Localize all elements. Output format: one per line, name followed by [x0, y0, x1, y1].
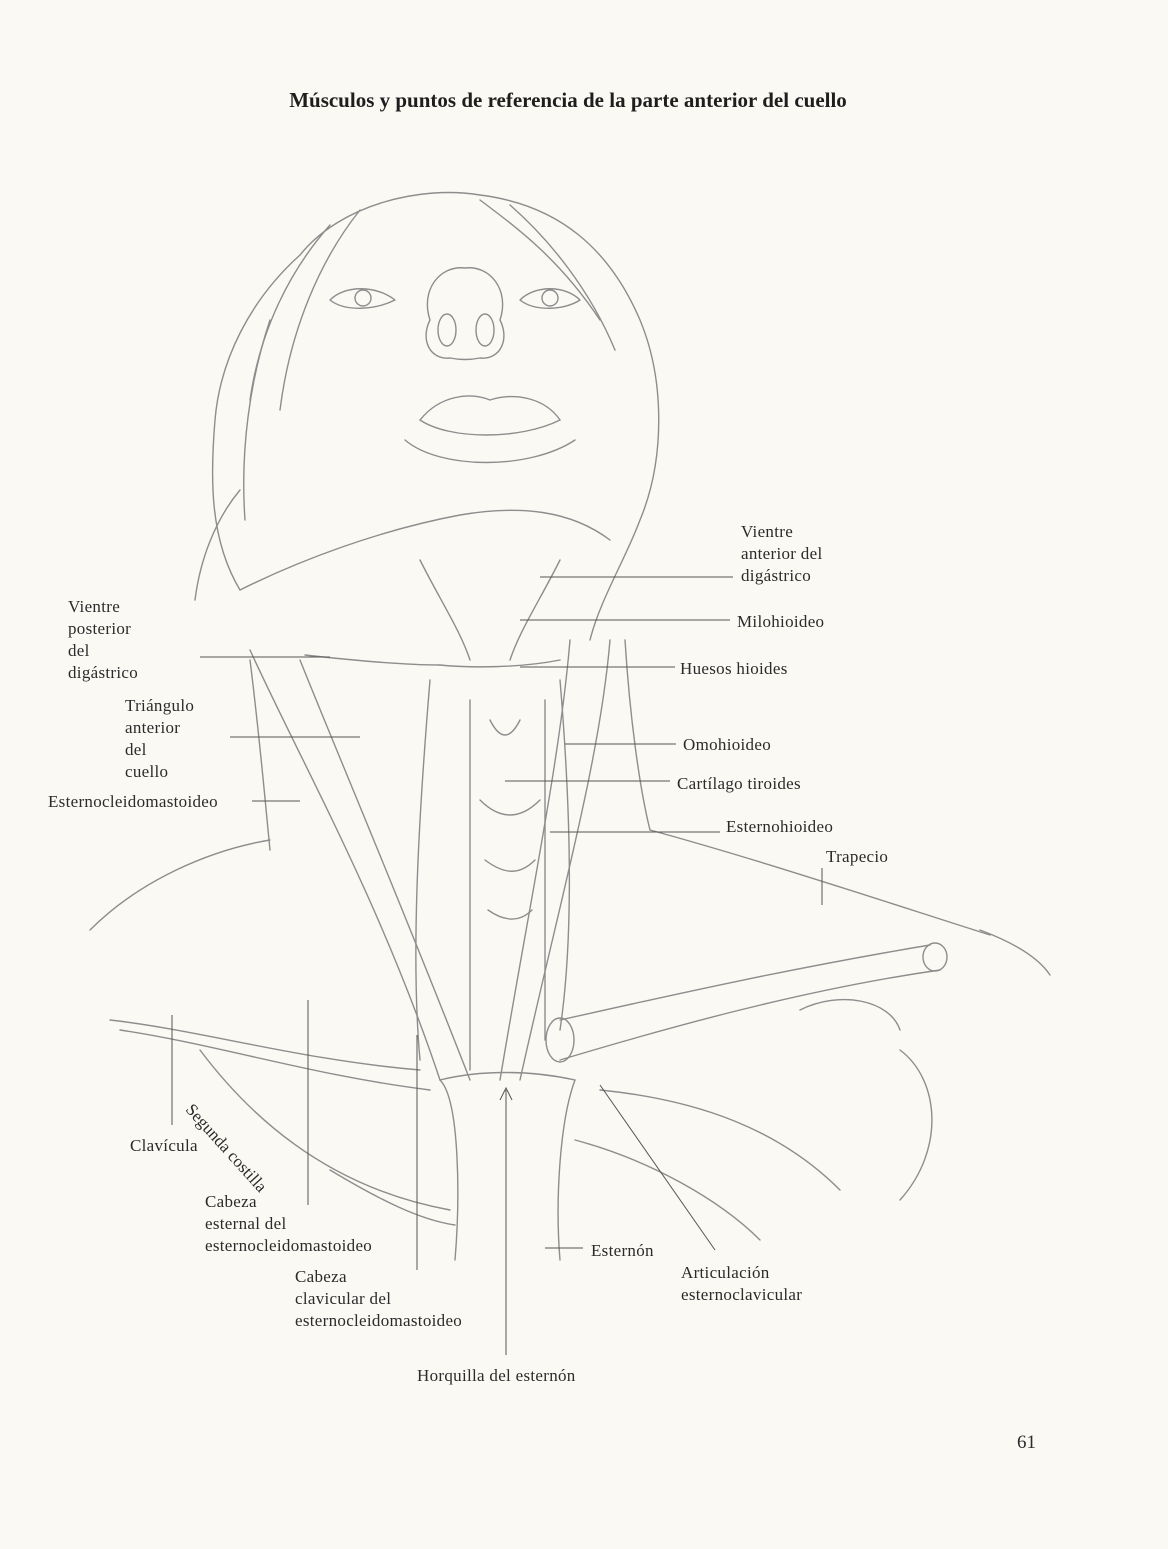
clavicle-left	[110, 1020, 420, 1070]
label-horquilla: Horquilla del esternón	[417, 1366, 576, 1385]
label-vientre-anterior: Vientre anterior del digástrico	[741, 522, 823, 585]
label-cabeza-clavicular: Cabeza clavicular del esternocleidomastoideo	[295, 1267, 463, 1330]
page-title: Músculos y puntos de referencia de la parte anterior del cuello	[289, 88, 847, 112]
mouth	[420, 396, 560, 420]
label-cartilago-tiroides: Cartílago tiroides	[677, 774, 801, 793]
label-articulacion: Articulación esternoclavicular	[681, 1263, 803, 1304]
scm-left	[250, 650, 440, 1080]
trapezius-left	[90, 840, 270, 930]
neck-left	[250, 660, 270, 850]
nose	[426, 268, 504, 360]
leader-articulacion	[600, 1085, 715, 1250]
label-esternohioideo: Esternohioideo	[726, 817, 834, 836]
label-hueso-hioides: Huesos hioides	[680, 659, 788, 678]
label-cabeza-esternal: Cabeza esternal del esternocleidomastoideo	[205, 1192, 373, 1255]
sternum	[440, 1080, 458, 1260]
page-number: 61	[1017, 1432, 1036, 1453]
label-segunda-costilla: Segunda costilla	[181, 1100, 271, 1196]
label-omohioideo: Omohioideo	[683, 735, 771, 754]
label-vientre-posterior: Vientre posterior del digástrico	[68, 597, 139, 682]
label-trapecio: Trapecio	[826, 847, 889, 866]
trapezius-right	[650, 830, 990, 935]
label-clavicula: Clavícula	[130, 1136, 198, 1155]
label-esternon: Esternón	[591, 1241, 654, 1260]
jaw	[240, 510, 610, 590]
label-triangulo-anterior: Triángulo anterior del cuello	[125, 696, 195, 781]
neck-right	[625, 640, 650, 830]
head-outline	[300, 193, 659, 641]
label-esternocleidomastoideo: Esternocleidomastoideo	[48, 792, 218, 811]
label-milohioideo: Milohioideo	[737, 612, 825, 631]
